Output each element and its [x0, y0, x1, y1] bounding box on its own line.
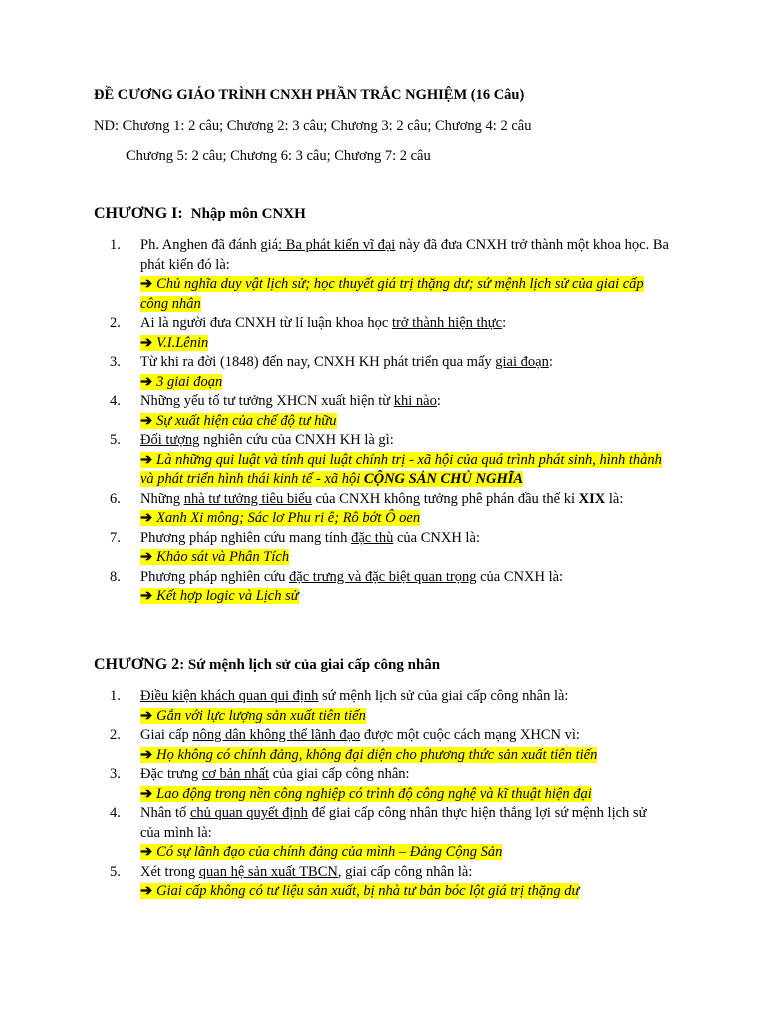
- answer-text: Khảo sát và Phân Tích: [156, 549, 290, 565]
- question-number: 4.: [110, 393, 121, 409]
- arrow-icon: ➔: [140, 883, 153, 899]
- question-item: [110, 353, 670, 392]
- question-text: , giai cấp công nhân là:: [337, 863, 473, 880]
- question-keyword: chủ quan quyết định: [189, 805, 308, 821]
- question-text: Nhân tố: [140, 805, 190, 821]
- question-text: nghiên cứu của CNXH KH là gì:: [199, 432, 394, 448]
- question-text: sứ mệnh lịch sử của giai cấp công nhân là:: [318, 688, 569, 704]
- answer-text: 3 giai đoạn: [156, 373, 223, 390]
- question-item: [110, 765, 670, 804]
- answer-text: Giai cấp không có tư liệu sản xuất, bị nhà tư bản bóc lột giá trị thặng dư: [156, 883, 580, 899]
- question-number: 5.: [110, 863, 121, 880]
- arrow-icon: ➔: [140, 510, 153, 526]
- question-keyword: quan hệ sản xuất TBCN: [198, 863, 338, 880]
- answer-text: Có sự lãnh đạo của chính đảng của mình – Đảng Cộng Sản: [156, 844, 503, 860]
- arrow-icon: ➔: [140, 334, 153, 351]
- question-number: 3.: [110, 354, 121, 370]
- document-title: ĐỀ CƯƠNG GIÁO TRÌNH CNXH PHẦN TRẮC NGHIỆM (16 Câu): [94, 87, 525, 103]
- question-item: [110, 568, 670, 607]
- question-number: 2.: [110, 727, 121, 743]
- answer-highlight: [140, 413, 337, 429]
- question-number: 2.: [110, 315, 121, 331]
- question-text: :: [436, 393, 441, 409]
- answer-highlight: [140, 549, 289, 565]
- answer-highlight: [140, 452, 662, 488]
- question-number: 4.: [110, 805, 121, 821]
- question-keyword: khi nào: [393, 393, 437, 409]
- question-keyword: cơ bản nhất: [201, 766, 270, 782]
- question-text: Phương pháp nghiên cứu: [140, 568, 290, 585]
- chapter-2-heading: [94, 656, 440, 674]
- question-text: Đặc trưng: [140, 766, 202, 782]
- arrow-icon: ➔: [140, 451, 153, 468]
- question-text: Phương pháp nghiên cứu mang tính: [140, 529, 352, 546]
- answer-highlight: [140, 844, 502, 860]
- question-number: 3.: [110, 766, 121, 782]
- answer-highlight: [140, 374, 222, 390]
- chapter-1-label: CHƯƠNG I:: [94, 205, 183, 222]
- question-item: [110, 431, 670, 490]
- answer-highlight: [140, 786, 592, 802]
- chapter-1-name: Nhập môn CNXH: [190, 206, 306, 222]
- question-text: để giai cấp công nhân thực hiện thắng lợi sứ mệnh lịch sử của mình là:: [140, 805, 647, 841]
- question-keyword: trở thành hiện thực: [391, 315, 503, 331]
- answer-text: Kết hợp logic và Lịch sử: [156, 588, 299, 604]
- question-text: của CNXH là:: [476, 568, 564, 585]
- question-item: [110, 804, 670, 863]
- question-number: 1.: [110, 688, 121, 704]
- question-keyword: giai đoạn: [495, 354, 549, 370]
- arrow-icon: ➔: [140, 746, 153, 763]
- question-text: :: [502, 315, 507, 331]
- answer-text: Gắn với lực lượng sản xuất tiên tiến: [156, 707, 366, 724]
- question-keyword: Đối tượng: [140, 432, 200, 448]
- question-text: là:: [605, 490, 624, 507]
- chapter-1-questions: [110, 236, 670, 607]
- question-keyword: : Ba phát kiến vĩ đại: [278, 237, 396, 253]
- question-text: của CNXH là:: [393, 529, 480, 546]
- chapter-2-name: : Sứ mệnh lịch sử của giai cấp công nhân: [179, 657, 441, 673]
- answer-text: Chủ nghĩa duy vật lịch sử; học thuyết giá trị thặng dư; sứ mệnh lịch sử của giai cấp công nhân: [140, 276, 644, 312]
- arrow-icon: ➔: [140, 373, 153, 390]
- answer-text: Họ không có chính đảng, không đại diện cho phương thức sản xuất tiên tiến: [156, 746, 598, 763]
- question-text: Giai cấp: [140, 727, 193, 743]
- answer-highlight: [140, 588, 299, 604]
- question-number: 1.: [110, 237, 121, 253]
- question-text: Những yếu tố tư tưởng XHCN xuất hiện từ: [140, 393, 394, 409]
- question-keyword: nhà tư tưởng tiêu biểu: [183, 490, 312, 507]
- question-item: [110, 490, 670, 529]
- answer-highlight: [140, 883, 579, 899]
- answer-highlight: [140, 335, 208, 351]
- question-text: Xét trong: [140, 863, 199, 880]
- chapter-2-label: CHƯƠNG 2: [94, 656, 180, 673]
- arrow-icon: ➔: [140, 549, 153, 565]
- question-text: Từ khi ra đời (1848) đến nay, CNXH KH phát triển qua mấy: [140, 354, 496, 370]
- question-number: 7.: [110, 529, 121, 546]
- chapter-2-questions: [110, 687, 670, 902]
- answer-text: V.I.Lênin: [156, 334, 209, 351]
- arrow-icon: ➔: [140, 276, 153, 292]
- question-text: của giai cấp công nhân:: [269, 766, 410, 782]
- question-keyword: đặc trưng và đặc biệt quan trọng: [289, 568, 477, 585]
- chapter-1-heading: [94, 205, 306, 223]
- question-text: của CNXH không tưởng phê phán đầu thế kỉ: [311, 490, 579, 507]
- question-keyword: nông dân không thể lãnh đạo: [192, 727, 361, 743]
- arrow-icon: ➔: [140, 844, 153, 860]
- question-text: Ph. Anghen đã đánh giá: [140, 237, 279, 253]
- question-keyword: đặc thù: [351, 529, 394, 546]
- question-keyword: Điều kiện khách quan qui định: [140, 688, 319, 704]
- question-item: [110, 314, 670, 353]
- arrow-icon: ➔: [140, 785, 153, 802]
- question-text: Ai là người đưa CNXH từ lí luận khoa học: [140, 315, 392, 331]
- arrow-icon: ➔: [140, 707, 153, 724]
- answer-text: Xanh Xi mông; Sác lơ Phu ri ê; Rô bớt Ô oen: [156, 510, 421, 526]
- question-item: [110, 529, 670, 568]
- question-item: [110, 392, 670, 431]
- answer-emphasis: CỘNG SẢN CHỦ NGHĨA: [363, 471, 524, 487]
- answer-highlight: [140, 276, 644, 312]
- question-item: [110, 726, 670, 765]
- question-text: này đã đưa CNXH trở thành một khoa học. Ba phát kiến đó là:: [140, 237, 669, 273]
- question-item: [110, 687, 670, 726]
- arrow-icon: ➔: [140, 412, 153, 429]
- question-text: được một cuộc cách mạng XHCN vì:: [360, 727, 580, 743]
- question-number: 5.: [110, 432, 121, 448]
- question-item: [110, 863, 670, 902]
- answer-highlight: [140, 708, 366, 724]
- question-bold-text: XIX: [578, 490, 606, 507]
- question-number: 8.: [110, 568, 121, 585]
- answer-text: Là những qui luật và tính qui luật chính trị - xã hội của quá trình phát sinh, hình thành và phát triển hình thái kinh tế - xã hội: [140, 451, 662, 487]
- question-text: Những: [140, 490, 184, 507]
- question-number: 6.: [110, 490, 121, 507]
- answer-highlight: [140, 510, 420, 526]
- content-distribution-line-1: ND: Chương 1: 2 câu; Chương 2: 3 câu; Chương 3: 2 câu; Chương 4: 2 câu: [94, 118, 532, 134]
- arrow-icon: ➔: [140, 588, 153, 604]
- answer-highlight: [140, 747, 597, 763]
- question-item: [110, 236, 670, 314]
- answer-text: Sự xuất hiện của chế độ tư hữu: [156, 412, 337, 429]
- question-text: :: [548, 354, 553, 370]
- answer-text: Lao động trong nền công nghiệp có trình độ công nghệ và kĩ thuật hiện đại: [156, 785, 592, 802]
- content-distribution-line-2: Chương 5: 2 câu; Chương 6: 3 câu; Chương 7: 2 câu: [126, 148, 431, 164]
